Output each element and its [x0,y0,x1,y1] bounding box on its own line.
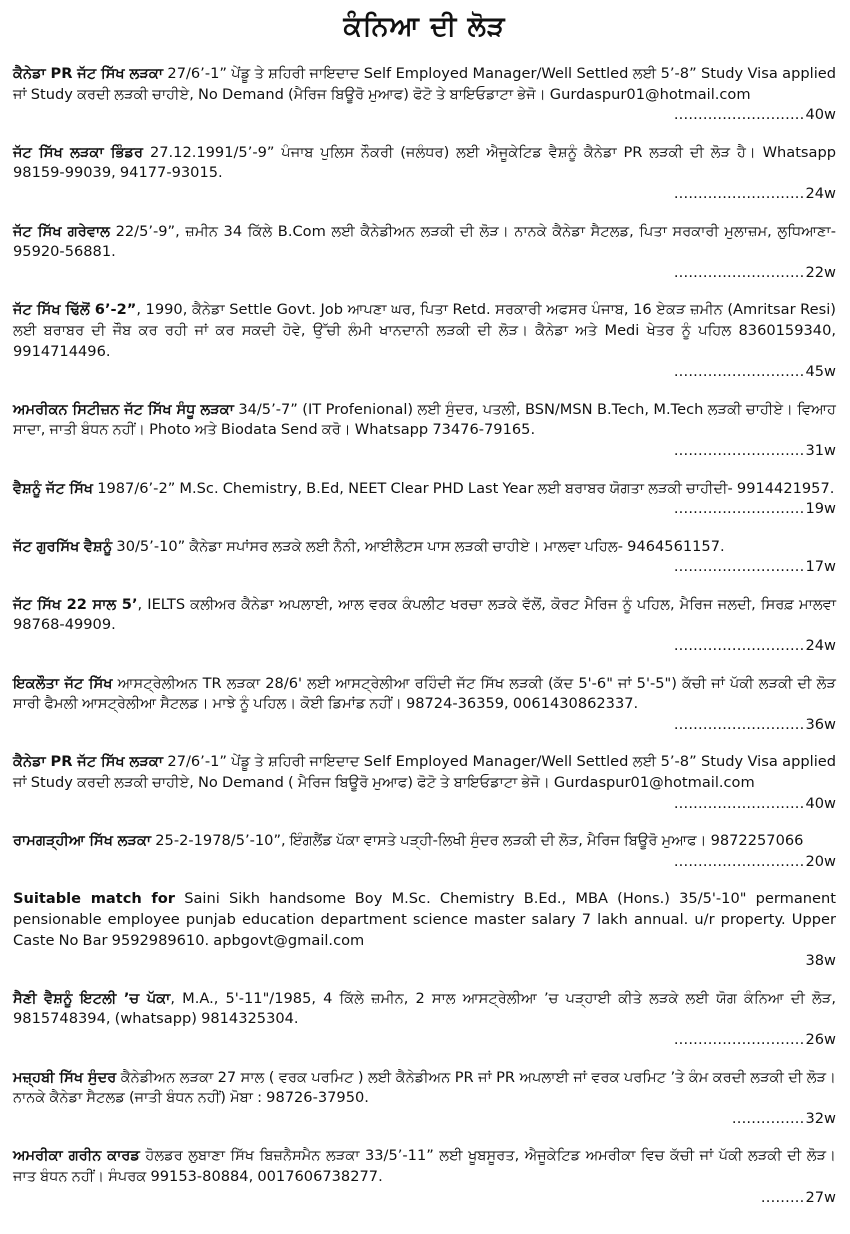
ad-code: 40w [805,794,836,812]
classified-ad [13,989,836,1051]
classified-ad [13,222,836,284]
ad-text [13,674,836,715]
ad-code-row [13,852,836,873]
leader-dots: ........................... [673,558,805,576]
ad-code: 17w [805,558,836,576]
leader-dots: ........................... [673,1030,805,1048]
ad-body: 27.12.1991/5’-9” ਪੰਜਾਬ ਪੁਲਿਸ ਨੌਕਰੀ (ਜਲੰਧਰ) ਲਈ ਐਜੂਕੇਟਿਡ ਵੈਸ਼ਨੂੰ ਕੈਨੇਡਾ PR ਲੜਕੀ ਦੀ ਲੋੜ ਹੈ। Whatsapp 98159-99039, 94177-93015. [13,143,837,182]
ad-code: 45w [805,363,836,381]
ad-code: 19w [805,500,836,518]
ad-code-row [13,499,836,520]
leader-dots: ........................... [673,637,805,655]
ad-lead: ਕੈਨੇਡਾ PR ਜੱਟ ਸਿੱਖ ਲੜਕਾ [13,753,164,771]
ad-body: , 1990, ਕੈਨੇਡਾ Settle Govt. Job ਆਪਣਾ ਘਰ, ਪਿਤਾ Retd. ਸਰਕਾਰੀ ਅਫਸਰ ਪੰਜਾਬ, 16 ਏਕੜ ਜ਼ਮੀਨ (Amritsar Resi) ਲਈ ਬਰਾਬਰ ਦੀ ਜੌਬ ਕਰ ਰਹੀ ਜਾਂ ਕਰ ਸਕਦੀ ਹੋਵੇ, ਉੱਚੀ ਲੰਮੀ ਖਾਨਦਾਨੀ ਲੜਕੀ ਦੀ ਲੋੜ। ਕੈਨੇਡਾ ਅਤੇ Medi ਖੇਤਰ ਨੂੰ ਪਹਿਲ 8360159340, 9914714496. [13,301,836,360]
leader-dots: ........................... [673,441,805,459]
ad-code: 26w [805,1030,836,1048]
ad-lead: ਇਕਲੌਤਾ ਜੱਟ ਸਿੱਖ [13,674,113,692]
ad-body: 27/6’-1” ਪੇਂਡੂ ਤੇ ਸ਼ਹਿਰੀ ਜਾਇਦਾਦ Self Employed Manager/Well Settled ਲਈ 5’-8” Study Visa applied ਜਾਂ Study ਕਰਦੀ ਲੜਕੀ ਚਾਹੀਏ, No Demand (ਮੈਰਿਜ ਬਿਊਰੋ ਮੁਆਫ) ਫੋਟੋ ਤੇ ਬਾਇਓਡਾਟਾ ਭੇਜੋ। Gurdaspur01@hotmail.com [13,65,836,103]
ad-lead: ਕੈਨੇਡਾ PR ਜੱਟ ਸਿੱਖ ਲੜਕਾ [13,65,164,82]
classified-ad [13,64,836,126]
ad-code: 27w [805,1188,836,1206]
classified-ad [13,143,836,205]
ad-lead: ਜੱਟ ਸਿੱਖ ਢਿੱਲੋਂ 6’-2” [13,301,137,319]
ad-lead: ਰਾਮਗੜ੍ਹੀਆ ਸਿੱਖ ਲੜਕਾ [13,832,152,850]
ad-text [13,300,836,362]
ad-code: 32w [805,1109,836,1127]
classified-ad [13,1146,836,1208]
leader-dots: ........................... [673,363,805,381]
ad-code-row [13,557,836,578]
ad-body: 34/5’-7” (IT Profenional) ਲਈ ਸੁੰਦਰ, ਪਤਲੀ, BSN/MSN B.Tech, M.Tech ਲੜਕੀ ਚਾਹੀਏ। ਵਿਆਹ ਸਾਦਾ, ਜਾਤੀ ਬੰਧਨ ਨਹੀਂ। Photo ਅਤੇ Biodata Send ਕਰੋ। Whatsapp 73476-79165. [13,400,836,439]
classified-ad [13,537,836,578]
ad-text [13,752,836,793]
leader-dots: ........................... [673,500,805,518]
classified-ad [13,831,836,872]
leader-dots: ........................... [673,794,805,812]
classified-ad [13,479,836,520]
ad-code-row [13,1109,836,1130]
ad-text [13,64,836,105]
ad-body: ਕੈਨੇਡੀਅਨ ਲੜਕਾ 27 ਸਾਲ ( ਵਰਕ ਪਰਮਿਟ ) ਲਈ ਕੈਨੇਡੀਅਨ PR ਜਾਂ PR ਅਪਲਾਈ ਜਾਂ ਵਰਕ ਪਰਮਿਟ ’ਤੇ ਕੰਮ ਕਰਦੀ ਲੜਕੀ ਦੀ ਲੋੜ। ਨਾਨਕੇ ਕੈਨੇਡਾ ਸੈਟਲਡ (ਜਾਤੀ ਬੰਧਨ ਨਹੀਂ) ਮੋਬਾ : 98726-37950. [13,1068,836,1107]
classified-ad [13,889,836,971]
ad-body: 30/5’-10” ਕੈਨੇਡਾ ਸਪਾਂਸਰ ਲੜਕੇ ਲਈ ਨੈਨੀ, ਆਈਲੈਟਸ ਪਾਸ ਲੜਕੀ ਚਾਹੀਏ। ਮਾਲਵਾ ਪਹਿਲ- 9464561157. [112,537,725,555]
ad-code-row [13,441,836,462]
leader-dots: ........................... [673,106,805,124]
classified-ad [13,400,836,462]
ad-lead: Suitable match for [13,890,175,908]
ad-lead: ਜੱਟ ਗੁਰਸਿੱਖ ਵੈਸ਼ਨੂੰ [13,537,113,555]
ad-code-row [13,1188,836,1209]
ad-body: 1987/6’-2” M.Sc. Chemistry, B.Ed, NEET Clear PHD Last Year ਲਈ ਬਰਾਬਰ ਯੋਗਤਾ ਲੜਕੀ ਚਾਹੀਦੀ- 9914421957. [93,479,835,497]
ad-code: 36w [805,715,836,733]
ad-body: , M.A., 5'-11"/1985, 4 ਕਿੱਲੇ ਜ਼ਮੀਨ, 2 ਸਾਲ ਆਸਟ੍ਰੇਲੀਆ ’ਚ ਪੜ੍ਹਾਈ ਕੀਤੇ ਲੜਕੇ ਲਈ ਯੋਗ ਕੰਨਿਆ ਦੀ ਲੋੜ, 9815748394, (whatsapp) 9814325304. [13,989,836,1028]
ad-lead: ਵੈਸ਼ਨੂੰ ਜੱਟ ਸਿੱਖ [13,479,94,497]
ad-body: 25-2-1978/5’-10”, ਇੰਗਲੈਂਡ ਪੱਕਾ ਵਾਸਤੇ ਪੜ੍ਹੀ-ਲਿਖੀ ਸੁੰਦਰ ਲੜਕੀ ਦੀ ਲੋੜ, ਮੈਰਿਜ ਬਿਊਰੋ ਮੁਆਫ। 9872257066 [151,832,804,850]
leader-dots: ........................... [673,263,805,281]
ad-text [13,222,836,263]
ad-lead: ਜੱਟ ਸਿੱਖ 22 ਸਾਲ 5’ [13,595,138,613]
ad-lead: ਜੱਟ ਸਿੱਖ ਲੜਕਾ ਭਿੰਡਰ [13,143,144,161]
ad-lead: ਅਮਰੀਕਾ ਗਰੀਨ ਕਾਰਡ [13,1147,140,1165]
ad-lead: ਸੈਣੀ ਵੈਸ਼ਨੂੰ ਇਟਲੀ ’ਚ ਪੱਕਾ [13,989,171,1007]
classified-ads-list [13,64,836,1208]
ad-code: 20w [805,852,836,870]
leader-dots: ........................... [673,715,805,733]
ad-text [13,537,836,558]
ad-code-row [13,105,836,126]
page-title: ਕੰਨਿਆ ਦੀ ਲੋੜ [343,11,506,42]
ad-body: 27/6’-1” ਪੇਂਡੂ ਤੇ ਸ਼ਹਿਰੀ ਜਾਇਦਾਦ Self Employed Manager/Well Settled ਲਈ 5’-8” Study Visa applied ਜਾਂ Study ਕਰਦੀ ਲੜਕੀ ਚਾਹੀਏ, No Demand ( ਮੈਰਿਜ ਬਿਊਰੋ ਮੁਆਫ) ਫੋਟੋ ਤੇ ਬਾਇਓਡਾਟਾ ਭੇਜੋ। Gurdaspur01@hotmail.com [13,753,836,792]
leader-dots: ......... [760,1188,805,1206]
leader-dots: ........................... [673,184,805,202]
ad-text [13,989,836,1030]
ad-code: 24w [805,184,836,202]
page [13,10,836,1208]
ad-code: 31w [805,441,836,459]
ad-lead: ਮਜ਼੍ਹਬੀ ਸਿੱਖ ਸੁੰਦਰ [13,1068,117,1086]
ad-code: 22w [805,263,836,281]
ad-lead: ਜੱਟ ਸਿੱਖ ਗਰੇਵਾਲ [13,222,110,240]
ad-code-row [13,263,836,284]
ad-text [13,143,836,184]
ad-text [13,1146,836,1187]
classified-ad [13,300,836,382]
ad-code-row [13,951,836,972]
ad-text [13,831,836,852]
ad-body: ਹੋਲਡਰ ਲੁਬਾਣਾ ਸਿੱਖ ਬਿਜ਼ਨੈਸਮੈਨ ਲੜਕਾ 33/5’-11” ਲਈ ਖੂਬਸੂਰਤ, ਐਜੂਕੇਟਿਡ ਅਮਰੀਕਾ ਵਿਚ ਕੱਚੀ ਜਾਂ ਪੱਕੀ ਲੜਕੀ ਦੀ ਲੋੜ। ਜਾਤ ਬੰਧਨ ਨਹੀਂ। ਸੰਪਰਕ 99153-80884, 0017606738277. [13,1147,836,1185]
ad-code-row [13,184,836,205]
leader-dots: ........................... [673,852,805,870]
ad-text [13,1068,836,1109]
ad-text [13,400,836,441]
ad-code: 24w [805,637,836,655]
ad-code-row [13,794,836,815]
ad-body: , IELTS ਕਲੀਅਰ ਕੈਨੇਡਾ ਅਪਲਾਈ, ਆਲ ਵਰਕ ਕੰਪਲੀਟ ਖਰਚਾ ਲੜਕੇ ਵੱਲੋਂ, ਕੋਰਟ ਮੈਰਿਜ ਨੂੰ ਪਹਿਲ, ਮੈਰਿਜ ਜਲਦੀ, ਸਿਰਫ਼ ਮਾਲਵਾ 98768-49909. [13,595,836,634]
ad-body: Saini Sikh handsome Boy M.Sc. Chemistry B.Ed., MBA (Hons.) 35/5'-10" permanent pensionable employee punjab education department science master salary 7 lakh annual. u/r property. Upper Caste No Bar 9592989610. apbgovt@gmail.com [13,890,836,949]
ad-code-row [13,1030,836,1051]
classified-ad [13,752,836,814]
classified-ad [13,674,836,736]
classified-ad [13,595,836,657]
ad-code: 40w [805,106,836,124]
ad-code-row [13,715,836,736]
ad-code-row [13,636,836,657]
ad-code: 38w [805,952,836,970]
ad-lead: ਅਮਰੀਕਨ ਸਿਟੀਜ਼ਨ ਜੱਟ ਸਿੱਖ ਸੰਧੂ ਲੜਕਾ [13,400,234,418]
ad-body: ਆਸਟ੍ਰੇਲੀਅਨ TR ਲੜਕਾ 28/6' ਲਈ ਆਸਟ੍ਰੇਲੀਆ ਰਹਿੰਦੀ ਜੱਟ ਸਿੱਖ ਲੜਕੀ (ਕੱਦ 5'-6" ਜਾਂ 5'-5") ਕੱਚੀ ਜਾਂ ਪੱਕੀ ਲੜਕੀ ਦੀ ਲੋੜ ਸਾਰੀ ਫੈਮਲੀ ਆਸਟ੍ਰੇਲੀਆ ਸੈਟਲਡ। ਮਾਝੇ ਨੂੰ ਪਹਿਲ। ਕੋਈ ਡਿਮਾਂਡ ਨਹੀਂ। 98724-36359, 0061430862337. [13,674,837,713]
ad-text [13,479,836,500]
ad-text [13,595,836,636]
ad-text [13,889,836,951]
ad-body: 22/5’-9”, ਜ਼ਮੀਨ 34 ਕਿੱਲੇ B.Com ਲਈ ਕੈਨੇਡੀਅਨ ਲੜਕੀ ਦੀ ਲੋੜ। ਨਾਨਕੇ ਕੈਨੇਡਾ ਸੈਟਲਡ, ਪਿਤਾ ਸਰਕਾਰੀ ਮੁਲਾਜ਼ਮ, ਲੁਧਿਆਣਾ- 95920-56881. [13,222,836,261]
ad-code-row [13,362,836,383]
classified-ad [13,1068,836,1130]
leader-dots: ............... [731,1109,805,1127]
